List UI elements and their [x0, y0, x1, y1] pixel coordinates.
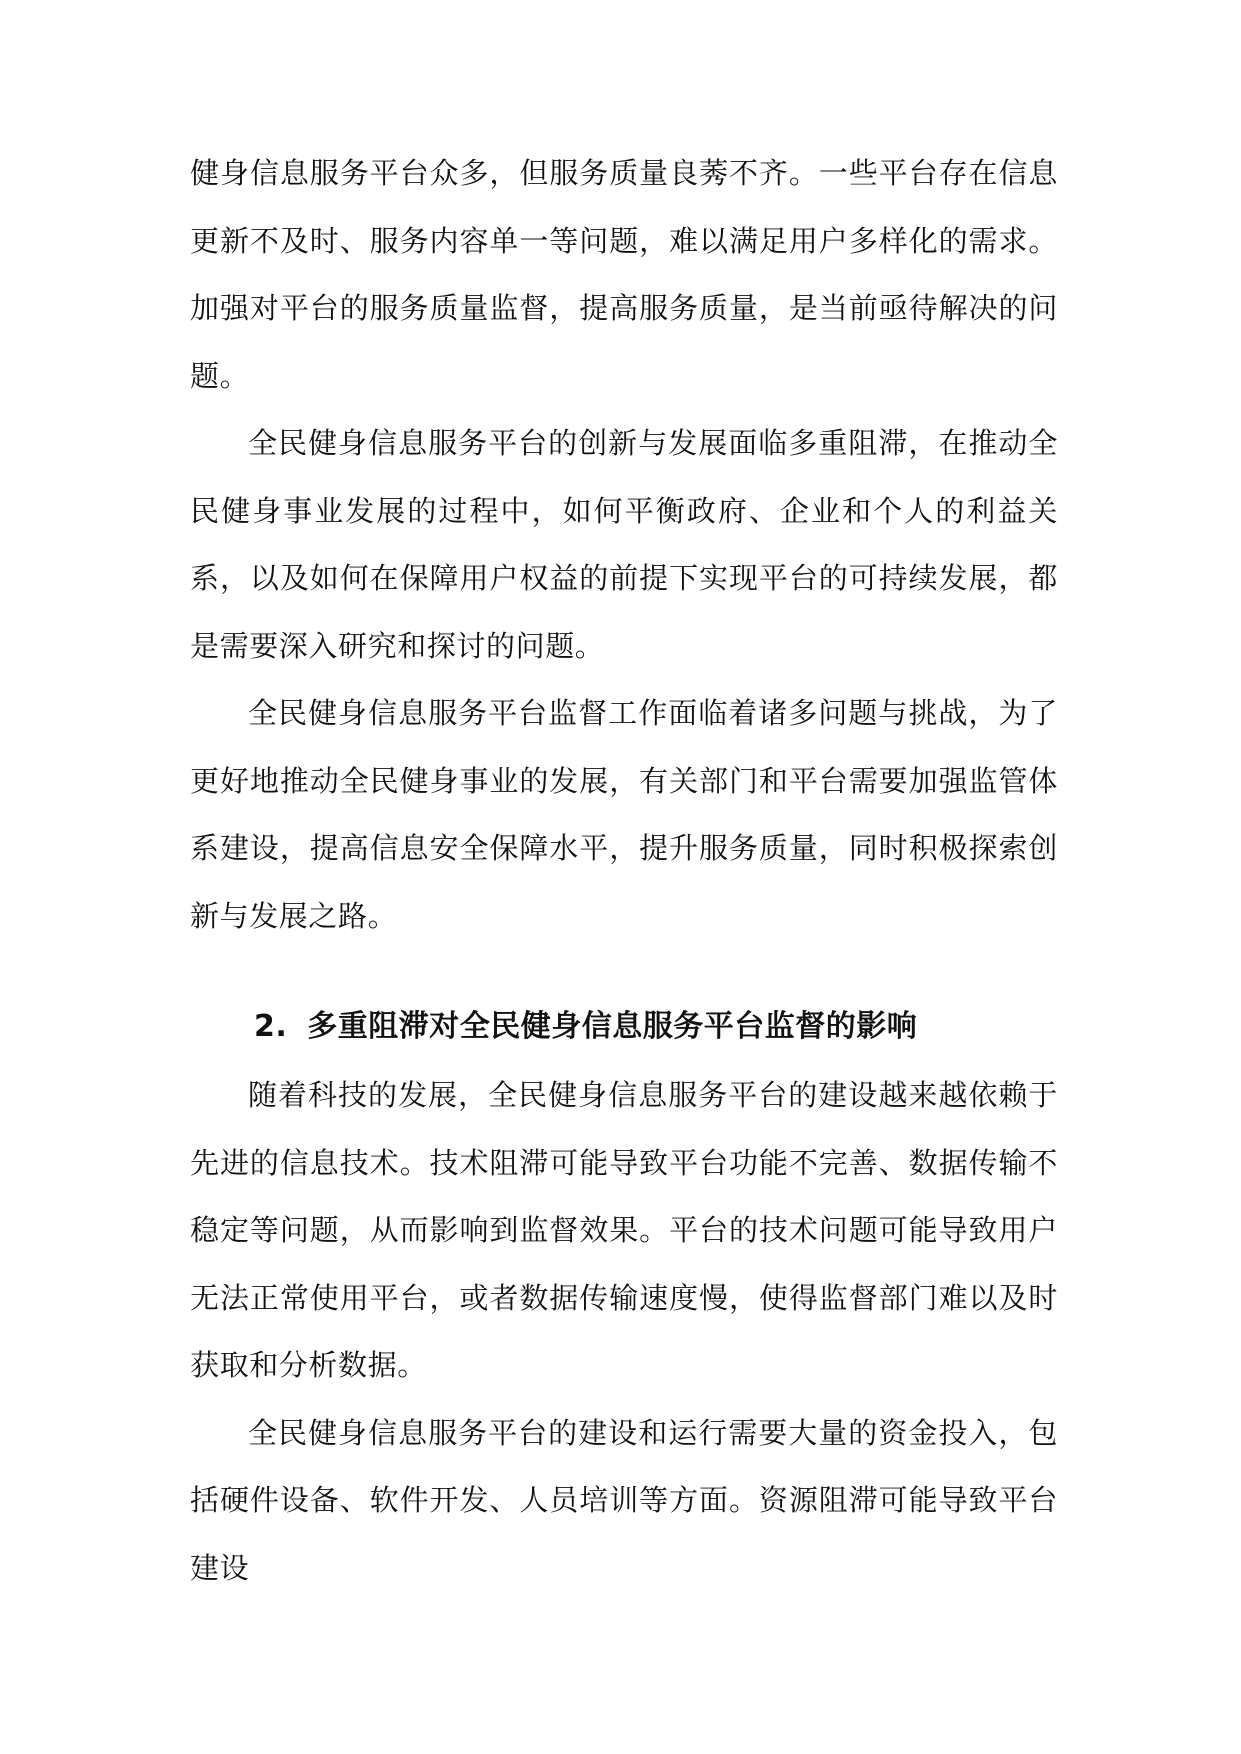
paragraph-2: 全民健身信息服务平台的创新与发展面临多重阻滞，在推动全民健身事业发展的过程中，如何平衡政府、企业和个人的利益关系，以及如何在保障用户权益的前提下实现平台的可持续发展，都是需要深入研究和探讨的问题。 [190, 426, 1058, 663]
paragraph-3: 全民健身信息服务平台监督工作面临着诸多问题与挑战，为了更好地推动全民健身事业的发展，有关部门和平台需要加强监管体系建设，提高信息安全保障水平，提升服务质量，同时积极探索创新与发展之路。 [190, 696, 1058, 933]
section-spacer [190, 950, 1058, 992]
paragraph-5: 全民健身信息服务平台的建设和运行需要大量的资金投入，包括硬件设备、软件开发、人员培训等方面。资源阻滞可能导致平台建设 [190, 1415, 1058, 1585]
section-heading [190, 992, 1058, 1062]
paragraph-1: 健身信息服务平台众多，但服务质量良莠不齐。一些平台存在信息更新不及时、服务内容单一等问题，难以满足用户多样化的需求。加强对平台的服务质量监督，提高服务质量，是当前亟待解决的问题。 [190, 156, 1058, 393]
document-body [190, 140, 1058, 1602]
section-number: 2. [254, 1009, 288, 1044]
section-title: 多重阻滞对全民健身信息服务平台监督的影响 [307, 1009, 918, 1044]
paragraph-4: 随着科技的发展，全民健身信息服务平台的建设越来越依赖于先进的信息技术。技术阻滞可能导致平台功能不完善、数据传输不稳定等问题，从而影响到监督效果。平台的技术问题可能导致用户无法正常使用平台，或者数据传输速度慢，使得监督部门难以及时获取和分析数据。 [190, 1078, 1058, 1382]
